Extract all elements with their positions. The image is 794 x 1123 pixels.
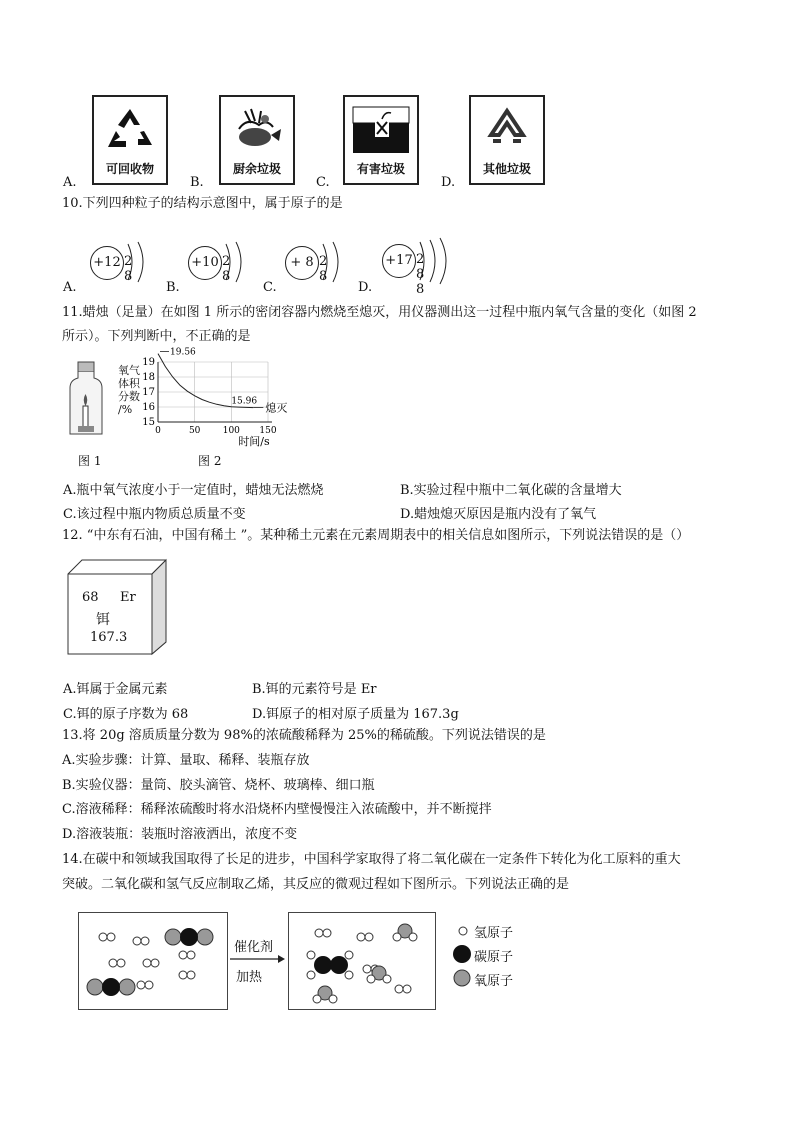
q11-stem-line2: 所示）。下列判断中，不正确的是 [62, 329, 251, 344]
q13-option-d: D.溶液装瓶：装瓶时溶液洒出，浓度不变 [62, 827, 298, 842]
nucleus: + 8 [285, 246, 319, 280]
element-card-erbium [66, 558, 168, 656]
chart-xtick-label: 150 [259, 426, 277, 436]
hazardous-icon [345, 99, 417, 159]
products-box [288, 912, 436, 1010]
q11-option-a: A.瓶中氧气浓度小于一定值时，蜡烛无法燃烧 [63, 483, 324, 498]
other-waste-icon [471, 101, 543, 161]
q9-option-d-letter: D. [441, 175, 456, 190]
q9-option-c-letter: C. [316, 175, 330, 190]
co2-molecule-1 [165, 928, 213, 946]
bin-hazardous-label: 有害垃圾 [356, 162, 405, 176]
chart-annotation-extinguish: 熄灭 [265, 401, 288, 415]
q11-stem-line1: 11.蜡烛（足量）在如图 1 所示的密闭容器内燃烧至熄灭，用仪器测出这一过程中瓶内氧气含量的变化（如图 2 [62, 305, 697, 320]
q11-option-b: B.实验过程中瓶中二氧化碳的含量增大 [400, 483, 622, 498]
bin-hazardous [343, 95, 419, 185]
electron-counts: 2 8 [124, 254, 133, 284]
element-name: 铒 [96, 612, 110, 628]
q11-option-d: D.蜡烛熄灭原因是瓶内没有了氧气 [400, 507, 597, 522]
recycle-icon [94, 101, 166, 161]
chart-ylabel-line4: /% [118, 403, 133, 416]
products-molecules [289, 913, 435, 1009]
figure-1-label: 图 1 [78, 454, 102, 468]
q12-option-d: D.铒原子的相对原子质量为 167.3g [252, 707, 459, 722]
atom-legend [444, 912, 526, 1008]
chart-ylabel-line3: 分数 [118, 390, 140, 403]
q12-option-b: B.铒的元素符号是 Er [252, 682, 377, 697]
co2-molecule-2 [87, 978, 135, 996]
chart-ytick-label: 17 [142, 387, 155, 398]
electron-counts: 2 8 8 [416, 252, 425, 297]
bin-recyclable-label: 可回收物 [105, 162, 154, 176]
chart-xtick-label: 50 [188, 426, 201, 436]
hydrogen-atom-icon [456, 924, 470, 938]
nucleus: +17 [382, 244, 416, 278]
nucleus: +12 [90, 246, 124, 280]
reactants-box [78, 912, 228, 1010]
nucleus: +10 [188, 246, 222, 280]
electron-counts: 2 8 [222, 254, 231, 284]
element-symbol: Er [120, 590, 136, 605]
q13-option-c: C.溶液稀释：稀释浓硫酸时将水沿烧杯内壁慢慢注入浓硫酸中，并不断搅拌 [62, 802, 492, 817]
q14-stem-line1: 14.在碳中和领域我国取得了长足的进步，中国科学家取得了将二氧化碳在一定条件下转化为化工原料的重大 [62, 852, 681, 867]
chart-xtick-label: 100 [222, 426, 240, 436]
element-mass: 167.3 [90, 630, 128, 645]
chart-ytick-label: 18 [142, 372, 155, 383]
q12-stem: 12. “中东有石油，中国有稀土 ”。某种稀土元素在元素周期表中的相关信息如图所示，下列说法错误的是（） [62, 528, 690, 543]
q12-option-a: A.铒属于金属元素 [63, 682, 168, 697]
q10-stem: 10.下列四种粒子的结构示意图中，属于原子的是 [62, 196, 343, 211]
oxygen-chart [138, 347, 308, 448]
element-number: 68 [82, 590, 99, 605]
q10-option-a-letter: A. [63, 280, 77, 295]
candle-bottle-figure [66, 360, 106, 438]
reaction-catalyst: 催化剂 [234, 940, 274, 955]
legend-carbon-label: 碳原子 [474, 950, 514, 965]
reactants-molecules [79, 913, 227, 1009]
q10-option-c-letter: C. [263, 280, 277, 295]
q13-stem: 13.将 20g 溶质质量分数为 98%的浓硫酸稀释为 25%的稀硫酸。下列说法错误的是 [62, 728, 546, 743]
chart-xlabel: 时间/s [238, 435, 270, 448]
chart-ylabel-line2: 体积 [118, 377, 140, 390]
q11-option-c: C.该过程中瓶内物质总质量不变 [63, 507, 246, 522]
bin-recyclable [92, 95, 168, 185]
carbon-atom-icon [452, 944, 472, 964]
chart-annotation-end: 15.96 [231, 396, 258, 407]
ethylene-molecule [307, 951, 353, 979]
q9-option-a-letter: A. [63, 175, 77, 190]
water-molecule-3 [313, 986, 337, 1003]
electron-shells [212, 240, 252, 284]
chart-ylabel [118, 364, 140, 416]
water-molecule-1 [393, 924, 417, 941]
q13-option-b: B.实验仪器：量筒、胶头滴管、烧杯、玻璃棒、细口瓶 [62, 778, 375, 793]
q13-option-a: A.实验步骤：计算、量取、稀释、装瓶存放 [62, 753, 310, 768]
chart-ylabel-line1: 氧气 [118, 364, 140, 377]
bin-other [469, 95, 545, 185]
electron-counts: 2 8 [319, 254, 328, 284]
chart-ytick-label: 19 [142, 357, 155, 368]
electron-shells [406, 236, 466, 286]
bin-food-waste [219, 95, 295, 185]
reaction-arrow [228, 954, 286, 964]
q9-option-b-letter: B. [190, 175, 204, 190]
legend-oxygen-label: 氧原子 [474, 974, 514, 989]
q10-option-b-letter: B. [166, 280, 180, 295]
bin-other-label: 其他垃圾 [482, 162, 531, 176]
q10-option-d-letter: D. [358, 280, 373, 295]
figure-2-label: 图 2 [198, 454, 222, 468]
reaction-heat: 加热 [236, 970, 263, 985]
food-waste-icon [221, 99, 293, 159]
chart-ytick-label: 16 [142, 402, 155, 413]
oxygen-atom-icon [453, 968, 473, 988]
q12-option-c: C.铒的原子序数为 68 [63, 707, 189, 722]
electron-shells [309, 240, 349, 284]
bin-food-waste-label: 厨余垃圾 [232, 162, 281, 176]
chart-xtick-label: 0 [155, 426, 161, 436]
chart-ytick-label: 15 [142, 417, 155, 428]
chart-annotation-start: 19.56 [170, 347, 196, 358]
legend-hydrogen-label: 氢原子 [474, 926, 514, 941]
electron-shells [114, 240, 154, 284]
q14-stem-line2: 突破。二氧化碳和氢气反应制取乙烯，其反应的微观过程如下图所示。下列说法正确的是 [62, 877, 570, 892]
